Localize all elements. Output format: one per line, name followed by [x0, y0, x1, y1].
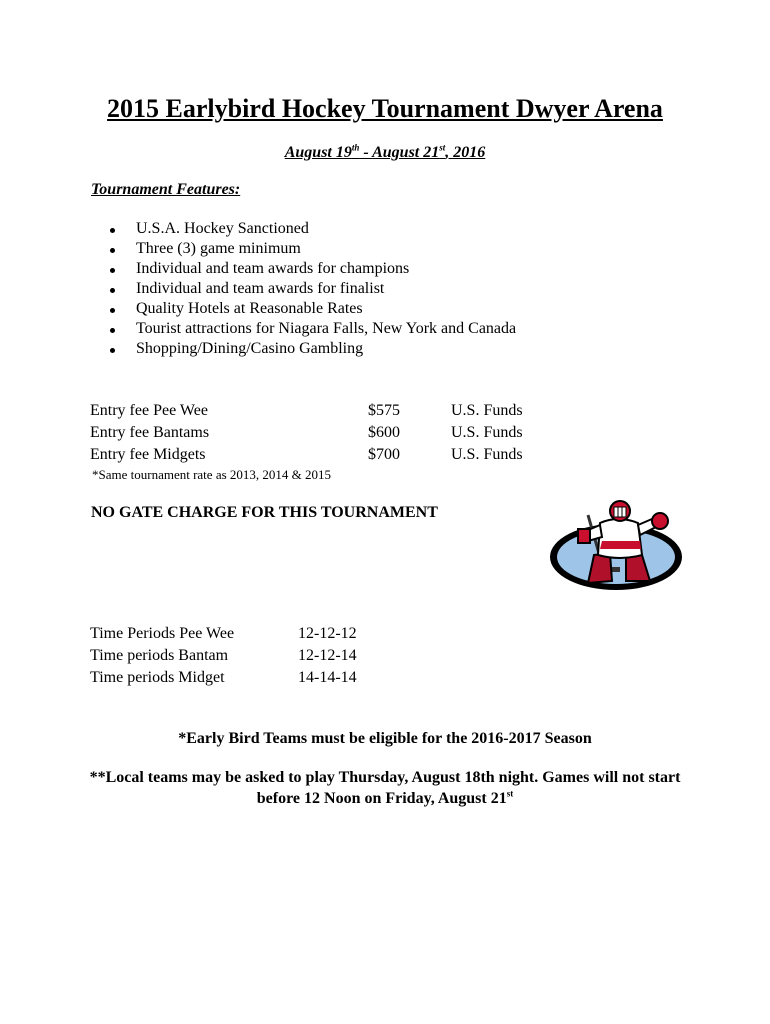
entry-fee-table [90, 400, 550, 466]
eligibility-note: *Early Bird Teams must be eligible for the 2016-2017 Season [178, 730, 592, 747]
fee-label: Entry fee Midgets [90, 446, 206, 463]
tournament-dates [0, 144, 770, 162]
fee-row [90, 400, 550, 422]
document-title: 2015 Earlybird Hockey Tournament Dwyer Arena [107, 94, 663, 123]
feature-item: Individual and team awards for champions [108, 259, 516, 279]
feature-item: Tourist attractions for Niagara Falls, New York and Canada [108, 319, 516, 339]
period-value: 12-12-14 [298, 647, 357, 664]
features-heading: Tournament Features: [91, 181, 241, 198]
period-value: 14-14-14 [298, 669, 357, 686]
fee-currency: U.S. Funds [451, 446, 523, 463]
feature-item: Quality Hotels at Reasonable Rates [108, 299, 516, 319]
date-start-suffix: th [351, 142, 360, 153]
date-end-suffix: st [439, 142, 446, 153]
period-label: Time periods Bantam [90, 647, 229, 664]
fee-amount: $575 [368, 402, 400, 419]
hockey-goalie-icon [548, 497, 683, 593]
no-gate-charge-notice: NO GATE CHARGE FOR THIS TOURNAMENT [91, 504, 438, 521]
local-teams-suffix: st [506, 788, 514, 799]
local-teams-note [85, 767, 685, 809]
date-separator: - [359, 144, 373, 161]
period-value: 12-12-12 [298, 625, 357, 642]
fee-label: Entry fee Pee Wee [90, 402, 208, 419]
date-start: August 19 [284, 144, 352, 161]
fee-note: *Same tournament rate as 2013, 2014 & 2015 [92, 467, 332, 482]
period-row [90, 623, 390, 645]
period-row [90, 645, 390, 667]
period-row [90, 667, 390, 689]
feature-item: Shopping/Dining/Casino Gambling [108, 339, 516, 359]
fee-amount: $600 [368, 424, 400, 441]
date-end: August 21 [372, 144, 440, 161]
feature-item: Individual and team awards for finalist [108, 279, 516, 299]
period-label: Time Periods Pee Wee [90, 625, 235, 642]
features-list [108, 219, 516, 359]
period-label: Time periods Midget [90, 669, 225, 686]
feature-item: U.S.A. Hockey Sanctioned [108, 219, 516, 239]
time-periods-table [90, 623, 390, 689]
fee-amount: $700 [368, 446, 400, 463]
fee-label: Entry fee Bantams [90, 424, 210, 441]
local-teams-text: **Local teams may be asked to play Thursday, August 18th night. Games will not start before 12 Noon on Friday, August 21 [89, 769, 681, 807]
fee-currency: U.S. Funds [451, 402, 523, 419]
fee-currency: U.S. Funds [451, 424, 523, 441]
fee-row [90, 444, 550, 466]
date-year: , 2016 [445, 144, 486, 161]
feature-item: Three (3) game minimum [108, 239, 516, 259]
fee-row [90, 422, 550, 444]
